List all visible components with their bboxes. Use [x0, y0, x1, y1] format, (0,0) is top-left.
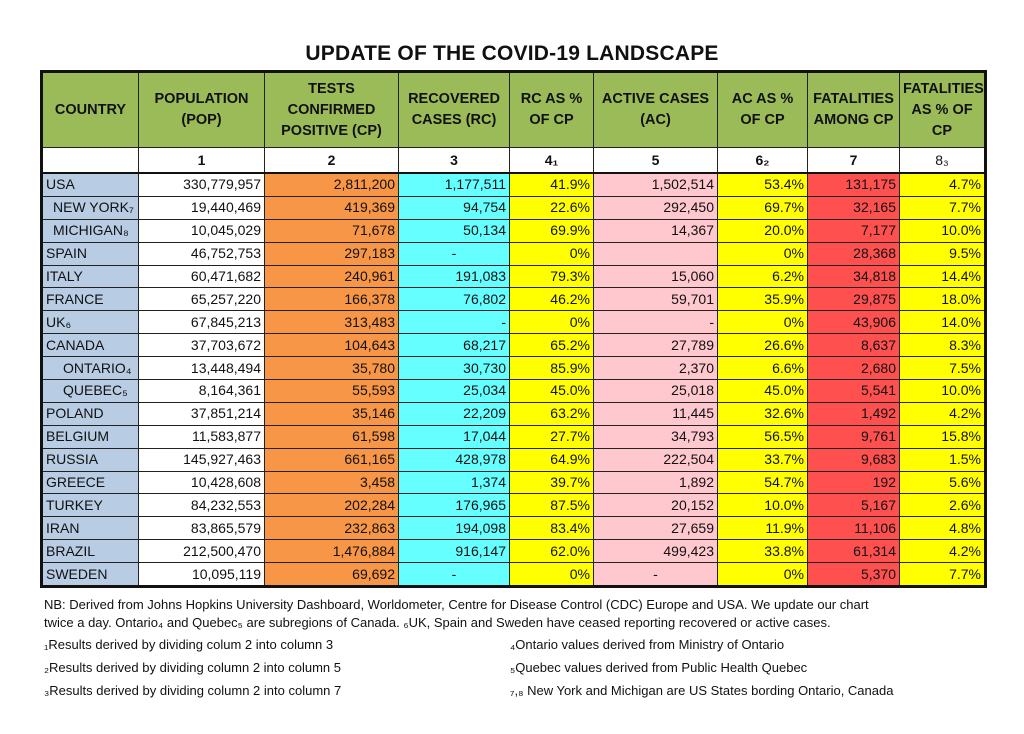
cell-recovered: 68,217 [399, 334, 510, 357]
cell-confirmed-positive: 240,961 [265, 265, 399, 288]
cell-confirmed-positive: 69,692 [265, 563, 399, 587]
cell-ac-pct: 20.0% [718, 219, 808, 242]
cell-ac-pct: 56.5% [718, 425, 808, 448]
cell-ac-pct: 35.9% [718, 288, 808, 311]
table-row [42, 357, 986, 380]
cell-population: 46,752,753 [139, 242, 265, 265]
cell-ac-pct: 0% [718, 242, 808, 265]
cell-recovered: 1,374 [399, 471, 510, 494]
cell-fatalities: 192 [808, 471, 900, 494]
cell-rc-pct: 79.3% [510, 265, 594, 288]
cell-fatalities: 34,818 [808, 265, 900, 288]
cell-confirmed-positive: 104,643 [265, 334, 399, 357]
nb-line-2: twice a day. Ontario₄ and Quebec₅ are subregions of Canada. ₆UK, Spain and Sweden have ceased reporting recovered or active cases. [44, 615, 831, 630]
cell-fat-pct: 1.5% [900, 448, 986, 471]
cell-population: 10,095,119 [139, 563, 265, 587]
cell-rc-pct: 87.5% [510, 494, 594, 517]
footnote-4: ₄Ontario values derived from Ministry of Ontario [510, 637, 785, 652]
cell-recovered: 30,730 [399, 357, 510, 380]
cell-recovered: 1,177,511 [399, 173, 510, 196]
cell-confirmed-positive: 55,593 [265, 380, 399, 403]
header-population: POPULATION (POP) [139, 72, 265, 148]
cell-recovered: 916,147 [399, 540, 510, 563]
cell-confirmed-positive: 202,284 [265, 494, 399, 517]
table-row [42, 448, 986, 471]
cell-active: 11,445 [594, 402, 718, 425]
cell-population: 145,927,463 [139, 448, 265, 471]
cell-recovered: 50,134 [399, 219, 510, 242]
table-row [42, 563, 986, 587]
cell-fat-pct: 7.5% [900, 357, 986, 380]
cell-confirmed-positive: 661,165 [265, 448, 399, 471]
colnum-6: 6₂ [718, 148, 808, 174]
cell-rc-pct: 63.2% [510, 402, 594, 425]
nb-line-1: NB: Derived from Johns Hopkins University Dashboard, Worldometer, Centre for Disease Control (CDC) Europe and USA. We update our chart [44, 597, 869, 612]
cell-country: RUSSIA [42, 448, 139, 471]
cell-ac-pct: 0% [718, 311, 808, 334]
cell-country: TURKEY [42, 494, 139, 517]
table-row [42, 311, 986, 334]
cell-population: 37,851,214 [139, 402, 265, 425]
cell-fat-pct: 4.8% [900, 517, 986, 540]
cell-fat-pct: 7.7% [900, 563, 986, 587]
cell-population: 37,703,672 [139, 334, 265, 357]
footnote-1: ₁Results derived by dividing colum 2 into column 3 [44, 637, 334, 652]
cell-active: - [594, 563, 718, 587]
colnum-5: 5 [594, 148, 718, 174]
header-tests-confirmed: TESTS CONFIRMED POSITIVE (CP) [265, 72, 399, 148]
cell-country: MICHIGAN₈ [42, 219, 139, 242]
cell-fatalities: 61,314 [808, 540, 900, 563]
cell-fat-pct: 18.0% [900, 288, 986, 311]
cell-ac-pct: 6.6% [718, 357, 808, 380]
cell-rc-pct: 64.9% [510, 448, 594, 471]
cell-recovered: - [399, 311, 510, 334]
cell-country: ITALY [42, 265, 139, 288]
covid-table [40, 70, 987, 588]
cell-fatalities: 7,177 [808, 219, 900, 242]
colnum-7: 7 [808, 148, 900, 174]
header-country: COUNTRY [42, 72, 139, 148]
colnum-3: 3 [399, 148, 510, 174]
cell-rc-pct: 45.0% [510, 380, 594, 403]
cell-recovered: 428,978 [399, 448, 510, 471]
cell-fat-pct: 15.8% [900, 425, 986, 448]
cell-rc-pct: 0% [510, 563, 594, 587]
footnote-5: ₅Quebec values derived from Public Health Quebec [510, 660, 808, 675]
cell-country: NEW YORK₇ [42, 196, 139, 219]
cell-population: 212,500,470 [139, 540, 265, 563]
header-row [42, 72, 986, 148]
cell-rc-pct: 69.9% [510, 219, 594, 242]
cell-rc-pct: 62.0% [510, 540, 594, 563]
cell-ac-pct: 33.8% [718, 540, 808, 563]
cell-fat-pct: 14.0% [900, 311, 986, 334]
header-fat-pct: FATALITIES AS % OF CP [900, 72, 986, 148]
cell-population: 11,583,877 [139, 425, 265, 448]
footnote-3: ₃Results derived by dividing column 2 into column 7 [44, 683, 342, 698]
colnum-country [42, 148, 139, 174]
cell-confirmed-positive: 35,780 [265, 357, 399, 380]
cell-country: GREECE [42, 471, 139, 494]
cell-country: SPAIN [42, 242, 139, 265]
cell-recovered: - [399, 242, 510, 265]
table-row [42, 494, 986, 517]
column-number-row [42, 148, 986, 174]
cell-active: 1,892 [594, 471, 718, 494]
cell-population: 84,232,553 [139, 494, 265, 517]
cell-fat-pct: 9.5% [900, 242, 986, 265]
cell-confirmed-positive: 419,369 [265, 196, 399, 219]
cell-confirmed-positive: 1,476,884 [265, 540, 399, 563]
cell-ac-pct: 33.7% [718, 448, 808, 471]
colnum-4: 4₁ [510, 148, 594, 174]
cell-population: 65,257,220 [139, 288, 265, 311]
footnote-6: ₇,₈ New York and Michigan are US States bording Ontario, Canada [510, 683, 894, 698]
cell-country: CANADA [42, 334, 139, 357]
cell-fatalities: 131,175 [808, 173, 900, 196]
cell-confirmed-positive: 232,863 [265, 517, 399, 540]
cell-population: 67,845,213 [139, 311, 265, 334]
cell-fatalities: 5,370 [808, 563, 900, 587]
cell-ac-pct: 26.6% [718, 334, 808, 357]
cell-rc-pct: 0% [510, 311, 594, 334]
colnum-8: 8₃ [900, 148, 986, 174]
cell-active: 59,701 [594, 288, 718, 311]
table-row [42, 540, 986, 563]
cell-fatalities: 28,368 [808, 242, 900, 265]
colnum-2: 2 [265, 148, 399, 174]
cell-active: 15,060 [594, 265, 718, 288]
cell-recovered: 17,044 [399, 425, 510, 448]
table-row [42, 517, 986, 540]
cell-active: 34,793 [594, 425, 718, 448]
cell-rc-pct: 65.2% [510, 334, 594, 357]
cell-rc-pct: 83.4% [510, 517, 594, 540]
cell-active [594, 242, 718, 265]
cell-population: 10,428,608 [139, 471, 265, 494]
cell-active: 20,152 [594, 494, 718, 517]
cell-ac-pct: 11.9% [718, 517, 808, 540]
cell-fatalities: 2,680 [808, 357, 900, 380]
cell-rc-pct: 27.7% [510, 425, 594, 448]
table-body [42, 173, 986, 587]
cell-rc-pct: 22.6% [510, 196, 594, 219]
cell-active: 25,018 [594, 380, 718, 403]
cell-country: BELGIUM [42, 425, 139, 448]
cell-fat-pct: 10.0% [900, 380, 986, 403]
cell-recovered: 76,802 [399, 288, 510, 311]
cell-active: 499,423 [594, 540, 718, 563]
cell-fatalities: 5,167 [808, 494, 900, 517]
cell-fatalities: 43,906 [808, 311, 900, 334]
cell-ac-pct: 32.6% [718, 402, 808, 425]
cell-fat-pct: 8.3% [900, 334, 986, 357]
cell-recovered: 25,034 [399, 380, 510, 403]
cell-fat-pct: 14.4% [900, 265, 986, 288]
colnum-1: 1 [139, 148, 265, 174]
cell-fatalities: 32,165 [808, 196, 900, 219]
cell-country: BRAZIL [42, 540, 139, 563]
cell-confirmed-positive: 166,378 [265, 288, 399, 311]
header-fatalities: FATALITIES AMONG CP [808, 72, 900, 148]
cell-confirmed-positive: 61,598 [265, 425, 399, 448]
cell-country: SWEDEN [42, 563, 139, 587]
table-row [42, 219, 986, 242]
cell-fatalities: 9,761 [808, 425, 900, 448]
cell-country: IRAN [42, 517, 139, 540]
table-row [42, 471, 986, 494]
table-row [42, 242, 986, 265]
cell-ac-pct: 69.7% [718, 196, 808, 219]
header-recovered: RECOVERED CASES (RC) [399, 72, 510, 148]
header-rc-pct: RC AS % OF CP [510, 72, 594, 148]
table-row [42, 425, 986, 448]
cell-population: 10,045,029 [139, 219, 265, 242]
cell-fat-pct: 4.2% [900, 540, 986, 563]
cell-fatalities: 9,683 [808, 448, 900, 471]
cell-fat-pct: 4.2% [900, 402, 986, 425]
cell-active: 222,504 [594, 448, 718, 471]
cell-active: 27,789 [594, 334, 718, 357]
cell-country: ONTARIO₄ [42, 357, 139, 380]
cell-fat-pct: 5.6% [900, 471, 986, 494]
cell-ac-pct: 45.0% [718, 380, 808, 403]
cell-population: 8,164,361 [139, 380, 265, 403]
table-row [42, 265, 986, 288]
cell-active: 2,370 [594, 357, 718, 380]
header-active: ACTIVE CASES (AC) [594, 72, 718, 148]
cell-recovered: 176,965 [399, 494, 510, 517]
cell-ac-pct: 6.2% [718, 265, 808, 288]
cell-population: 19,440,469 [139, 196, 265, 219]
footnote-2: ₂Results derived by dividing column 2 into column 5 [44, 660, 341, 675]
cell-rc-pct: 0% [510, 242, 594, 265]
cell-confirmed-positive: 3,458 [265, 471, 399, 494]
cell-fat-pct: 2.6% [900, 494, 986, 517]
cell-recovered: 194,098 [399, 517, 510, 540]
table-row [42, 173, 986, 196]
cell-rc-pct: 39.7% [510, 471, 594, 494]
cell-ac-pct: 10.0% [718, 494, 808, 517]
cell-fat-pct: 7.7% [900, 196, 986, 219]
cell-recovered: 22,209 [399, 402, 510, 425]
cell-active: 292,450 [594, 196, 718, 219]
cell-rc-pct: 85.9% [510, 357, 594, 380]
cell-country: USA [42, 173, 139, 196]
cell-population: 60,471,682 [139, 265, 265, 288]
table-row [42, 402, 986, 425]
cell-population: 83,865,579 [139, 517, 265, 540]
cell-country: POLAND [42, 402, 139, 425]
cell-active: - [594, 311, 718, 334]
table-row [42, 288, 986, 311]
cell-active: 27,659 [594, 517, 718, 540]
cell-country: FRANCE [42, 288, 139, 311]
cell-fatalities: 29,875 [808, 288, 900, 311]
cell-confirmed-positive: 2,811,200 [265, 173, 399, 196]
header-ac-pct: AC AS % OF CP [718, 72, 808, 148]
cell-active: 14,367 [594, 219, 718, 242]
cell-confirmed-positive: 297,183 [265, 242, 399, 265]
cell-population: 330,779,957 [139, 173, 265, 196]
cell-recovered: 94,754 [399, 196, 510, 219]
cell-fatalities: 8,637 [808, 334, 900, 357]
cell-fat-pct: 10.0% [900, 219, 986, 242]
cell-ac-pct: 0% [718, 563, 808, 587]
table-row [42, 380, 986, 403]
cell-country: QUEBEC₅ [42, 380, 139, 403]
page-title: UPDATE OF THE COVID-19 LANDSCAPE [305, 42, 719, 65]
cell-population: 13,448,494 [139, 357, 265, 380]
cell-ac-pct: 53.4% [718, 173, 808, 196]
cell-fatalities: 1,492 [808, 402, 900, 425]
cell-rc-pct: 41.9% [510, 173, 594, 196]
cell-country: UK₆ [42, 311, 139, 334]
cell-rc-pct: 46.2% [510, 288, 594, 311]
cell-confirmed-positive: 35,146 [265, 402, 399, 425]
cell-fat-pct: 4.7% [900, 173, 986, 196]
table-row [42, 196, 986, 219]
cell-recovered: 191,083 [399, 265, 510, 288]
cell-confirmed-positive: 313,483 [265, 311, 399, 334]
cell-active: 1,502,514 [594, 173, 718, 196]
cell-confirmed-positive: 71,678 [265, 219, 399, 242]
cell-recovered: - [399, 563, 510, 587]
cell-ac-pct: 54.7% [718, 471, 808, 494]
table-row [42, 334, 986, 357]
cell-fatalities: 11,106 [808, 517, 900, 540]
cell-fatalities: 5,541 [808, 380, 900, 403]
